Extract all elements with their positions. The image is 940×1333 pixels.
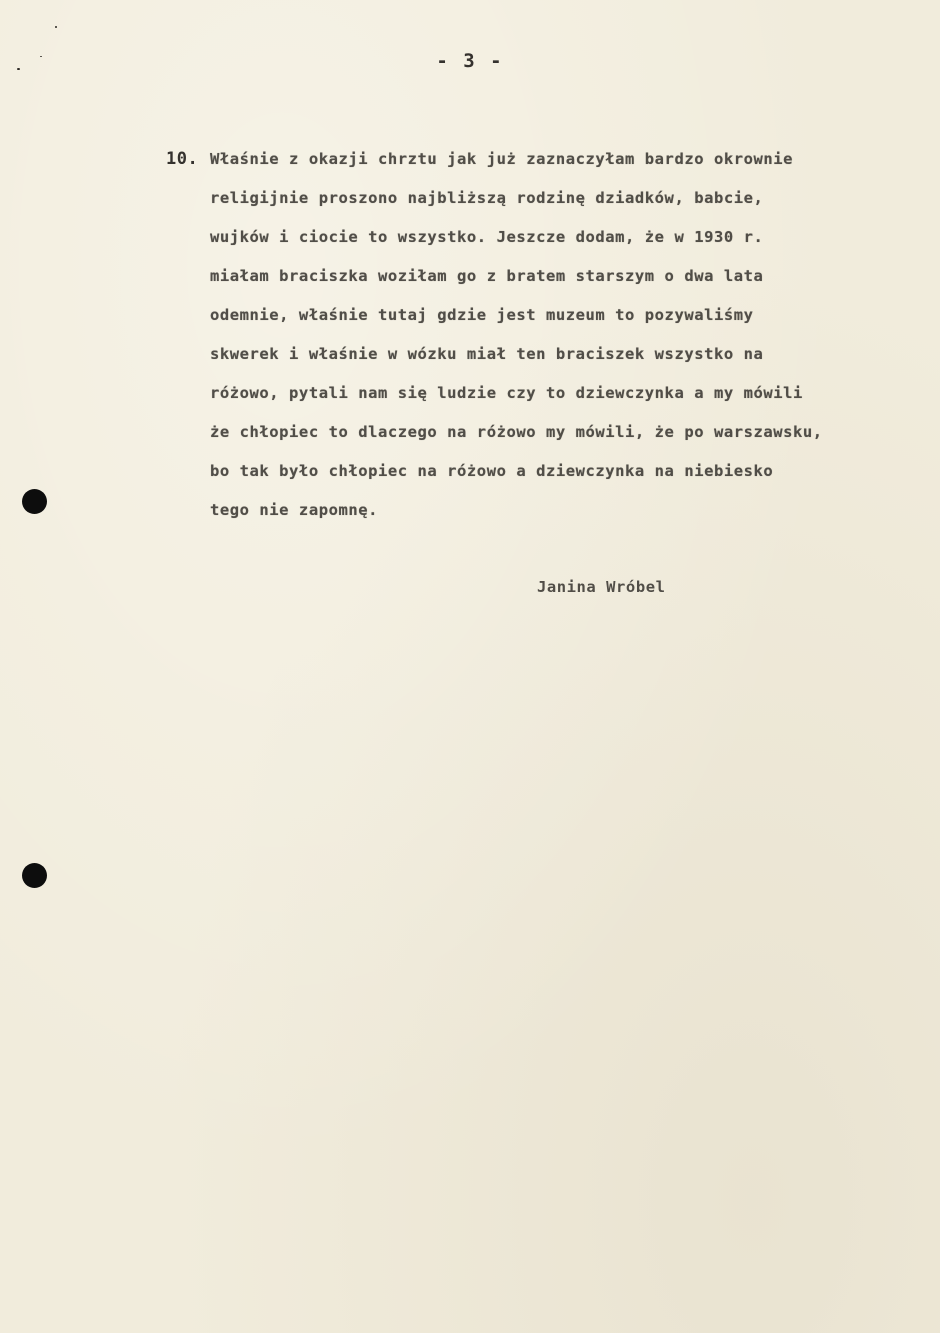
paragraph-number: 10. [166, 149, 199, 169]
ink-speck [17, 68, 20, 70]
text-line: religijnie proszono najbliższą rodzinę dziadków, babcie, [210, 189, 764, 207]
text-line: Właśnie z okazji chrztu jak już zaznaczyłam bardzo okrownie [210, 150, 794, 168]
signature-name: Janina Wróbel [537, 578, 666, 596]
page-number: - 3 - [436, 50, 504, 72]
punch-hole [22, 489, 47, 514]
text-line: różowo, pytali nam się ludzie czy to dziewczynka a my mówili [210, 384, 803, 402]
text-line: odemnie, właśnie tutaj gdzie jest muzeum to pozywaliśmy [210, 306, 754, 324]
text-line: że chłopiec to dlaczego na różowo my mówili, że po warszawsku, [210, 423, 823, 441]
text-line: skwerek i właśnie w wózku miał ten braciszek wszystko na [210, 345, 764, 363]
text-line: wujków i ciocie to wszystko. Jeszcze dodam, że w 1930 r. [210, 228, 764, 246]
text-line: bo tak było chłopiec na różowo a dziewczynka na niebiesko [210, 462, 774, 480]
text-line: miałam braciszka woziłam go z bratem starszym o dwa lata [210, 267, 764, 285]
text-line: tego nie zapomnę. [210, 501, 378, 519]
ink-speck [55, 26, 57, 28]
ink-speck [40, 56, 42, 57]
punch-hole [22, 863, 47, 888]
paragraph-text [210, 140, 823, 530]
